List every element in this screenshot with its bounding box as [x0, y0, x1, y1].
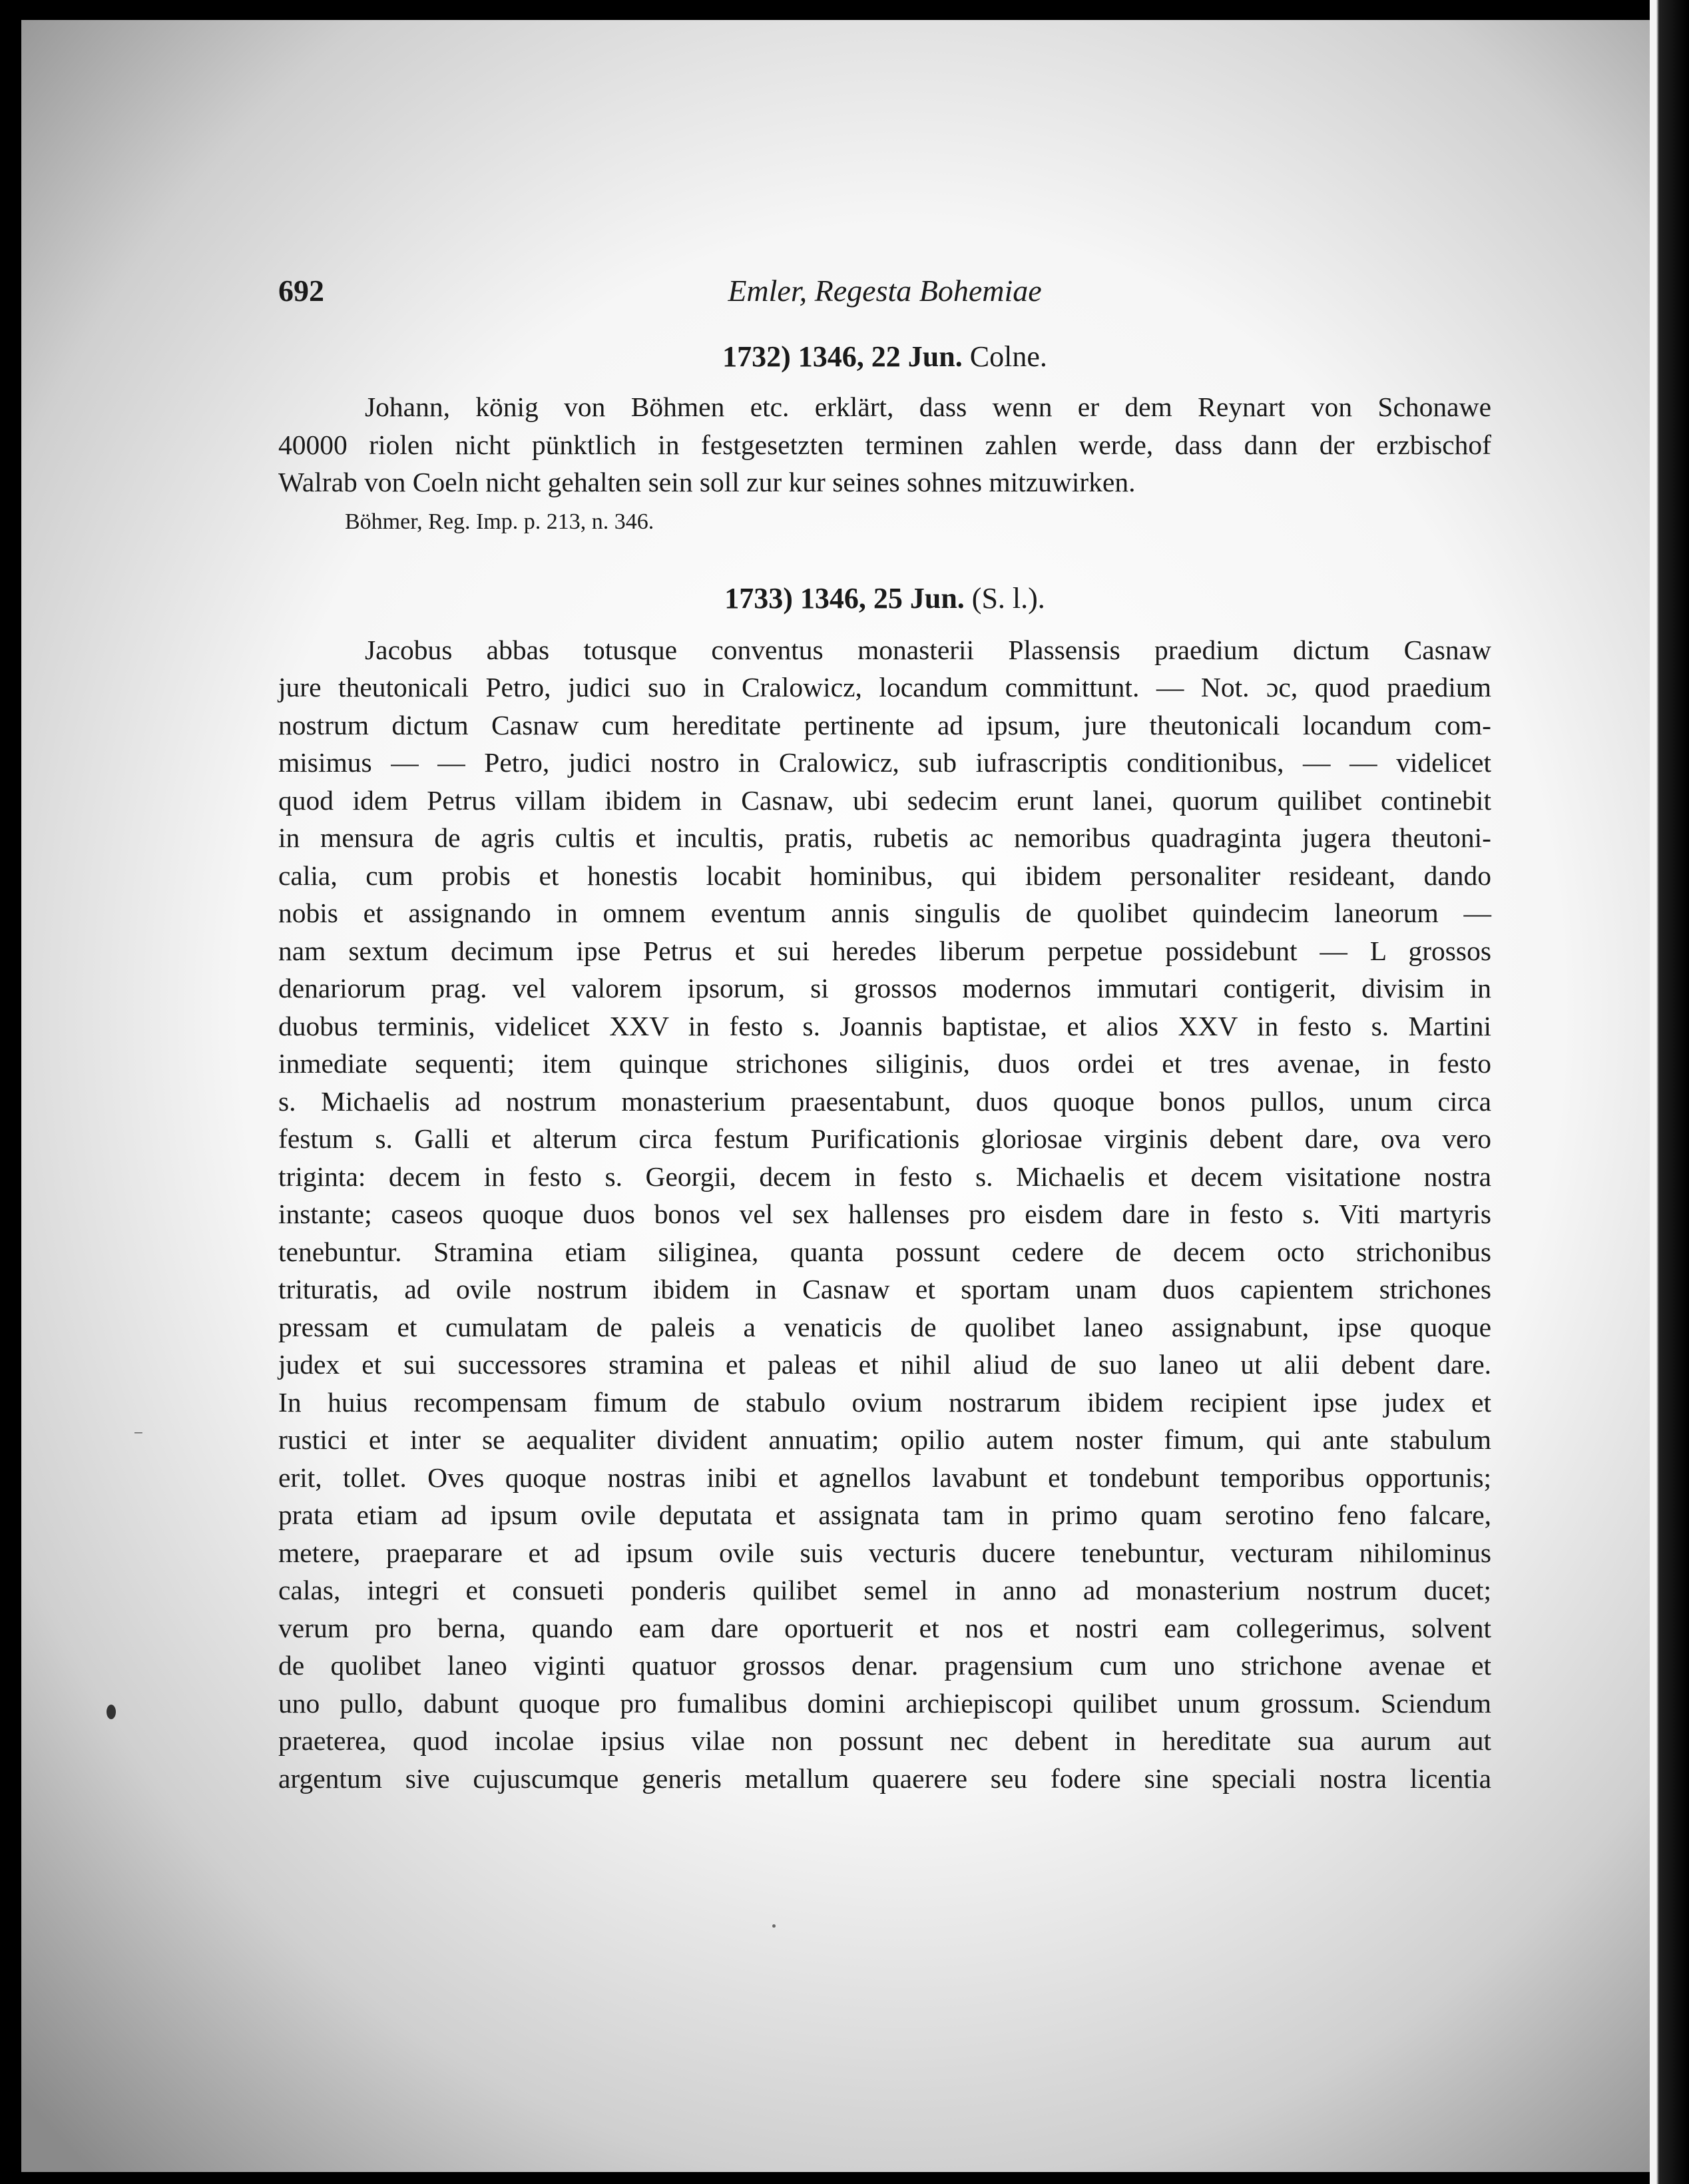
text-line: Walrab von Coeln nicht gehalten sein soll zur kur seines sohnes mitzuwirken.	[278, 467, 1136, 497]
text-line: quod idem Petrus villam ibidem in Casnaw, ubi sedecim erunt lanei, quorum quilibet continebit	[278, 784, 1491, 816]
text-line: instante; caseos quoque duos bonos vel sex hallenses pro eisdem dare in festo s. Viti martyris	[278, 1199, 1491, 1229]
entry-text-1732	[278, 388, 1491, 501]
entry-place: Colne.	[969, 340, 1047, 373]
text-line: verum pro berna, quando eam dare oportuerit et nos et nostri eam collegerimus, solvent	[278, 1612, 1491, 1643]
text-line: nobis et assignando in omnem eventum annis singulis de quolibet quindecim laneorum —	[278, 898, 1491, 928]
text-line: s. Michaelis ad nostrum monasterium praesentabunt, duos quoque bonos pullos, unum circa	[278, 1085, 1491, 1117]
text-line: pressam et cumulatam de paleis a venaticis de quolibet laneo assignabunt, ipse quoque	[278, 1311, 1491, 1342]
running-title: Emler, Regesta Bohemiae	[728, 274, 1042, 308]
text-line: nostrum dictum Casnaw cum hereditate pertinente ad ipsum, jure theutonicali locandum com-	[278, 709, 1491, 740]
text-line: inmediate sequenti; item quinque strichones siliginis, duos ordei et tres avenae, in festo	[278, 1048, 1491, 1079]
text-line: denariorum prag. vel valorem ipsorum, si grossos modernos immutari contigerit, divisim in	[278, 973, 1491, 1003]
entry-number: 1732)	[722, 340, 791, 373]
text-line: trituratis, ad ovile nostrum ibidem in Casnaw et sportam unam duos capientem strichones	[278, 1274, 1491, 1304]
scan-speck	[107, 1705, 116, 1719]
text-line: calas, integri et consueti ponderis quilibet semel in anno ad monasterium nostrum ducet;	[278, 1575, 1491, 1605]
text-line: in mensura de agris cultis et incultis, pratis, rubetis ac nemoribus quadraginta jugera theutoni-	[278, 822, 1491, 853]
entry-heading-1732	[278, 340, 1491, 374]
text-line: triginta: decem in festo s. Georgii, decem in festo s. Michaelis et decem visitatione nostra	[278, 1161, 1491, 1192]
text-line: duobus terminis, videlicet XXV in festo s. Joannis baptistae, et alios XXV in festo s. Martini	[278, 1010, 1491, 1041]
entry-heading-1733	[278, 581, 1491, 615]
text-line: In huius recompensam fimum de stabulo ovium nostrarum ibidem recipient ipse judex et	[278, 1386, 1491, 1418]
page-edge-shadow	[1650, 0, 1689, 2184]
page-number: 692	[278, 274, 324, 308]
scan-speck	[772, 1924, 776, 1928]
entry-place: (S. l.).	[971, 581, 1045, 615]
running-head	[278, 260, 1491, 320]
entry-reference-1732	[345, 505, 1491, 539]
text-line: misimus — — Petro, judici nostro in Cralowicz, sub iufrascriptis conditionibus, — — videlicet	[278, 747, 1491, 778]
scan-speck: ⁻	[133, 1426, 144, 1448]
page-content	[278, 260, 1491, 1797]
text-line: Jacobus abbas totusque conventus monasterii Plassensis praedium dictum Casnaw	[365, 634, 1491, 665]
text-line: judex et sui successores stramina et paleas et nihil aliud de suo laneo ut alii debent dare.	[278, 1349, 1491, 1380]
text-line: prata etiam ad ipsum ovile deputata et assignata tam in primo quam serotino feno falcare,	[278, 1500, 1491, 1530]
entry-date: 1346, 25 Jun.	[800, 581, 965, 615]
entry-text-1733	[278, 631, 1491, 1798]
reference-text: Böhmer, Reg. Imp. p. 213, n. 346.	[345, 509, 654, 534]
text-line: rustici et inter se aequaliter divident annuatim; opilio autem noster fimum, qui ante stabulum	[278, 1424, 1491, 1455]
text-line: Johann, könig von Böhmen etc. erklärt, dass wenn er dem Reynart von Schonawe	[365, 392, 1491, 422]
entry-number: 1733)	[724, 581, 793, 615]
text-line: uno pullo, dabunt quoque pro fumalibus domini archiepiscopi quilibet unum grossum. Sciendum	[278, 1687, 1491, 1719]
text-line: jure theutonicali Petro, judici suo in Cralowicz, locandum committunt. — Not. ɔc, quod praedium	[278, 672, 1491, 702]
text-line: de quolibet laneo viginti quatuor grossos denar. pragensium cum uno strichone avenae et	[278, 1650, 1491, 1681]
text-line: calia, cum probis et honestis locabit hominibus, qui ibidem personaliter resideant, dando	[278, 860, 1491, 891]
text-line: tenebuntur. Stramina etiam siliginea, quanta possunt cedere de decem octo strichonibus	[278, 1236, 1491, 1267]
entry-date: 1346, 22 Jun.	[798, 340, 963, 373]
text-line: erit, tollet. Oves quoque nostras inibi et agnellos lavabunt et tondebunt temporibus opportunis;	[278, 1462, 1491, 1493]
text-line: metere, praeparare et ad ipsum ovile suis vecturis ducere tenebuntur, vecturam nihilominus	[278, 1537, 1491, 1568]
text-line: argentum sive cujuscumque generis metallum quaerere seu fodere sine speciali nostra licentia	[278, 1763, 1491, 1794]
text-line: praeterea, quod incolae ipsius vilae non possunt nec debent in hereditate sua aurum aut	[278, 1725, 1491, 1756]
text-line: nam sextum decimum ipse Petrus et sui heredes liberum perpetue possidebunt — L grossos	[278, 935, 1491, 966]
text-line: festum s. Galli et alterum circa festum Purificationis gloriosae virginis debent dare, ova vero	[278, 1123, 1491, 1154]
text-line: 40000 riolen nicht pünktlich in festgesetzten terminen zahlen werde, dass dann der erzbischof	[278, 429, 1491, 460]
